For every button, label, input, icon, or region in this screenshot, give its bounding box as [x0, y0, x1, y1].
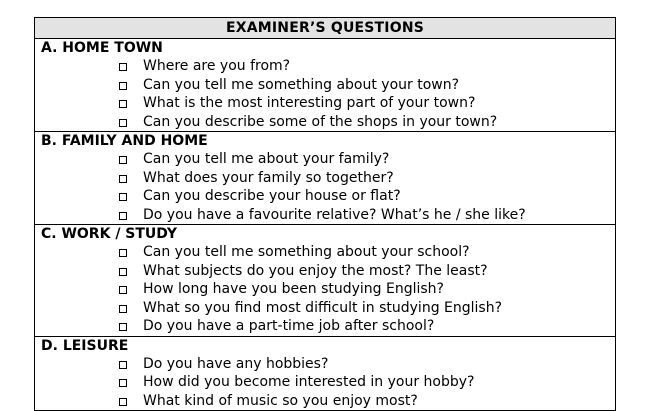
checkbox-bullet-icon — [119, 82, 127, 90]
question-text: How long have you been studying English? — [143, 280, 444, 299]
checkbox-bullet-icon — [119, 268, 127, 276]
checkbox-bullet-icon — [119, 379, 127, 387]
checkbox-bullet-icon — [119, 156, 127, 164]
question-item — [35, 280, 615, 299]
checkbox-bullet-icon — [119, 63, 127, 71]
question-text: Can you tell me about your family? — [143, 150, 389, 169]
question-text: What subjects do you enjoy the most? The least? — [143, 262, 488, 281]
checkbox-bullet-icon — [119, 286, 127, 294]
checkbox-bullet-icon — [119, 100, 127, 108]
question-item — [35, 113, 615, 132]
examiner-questions-table — [34, 17, 616, 411]
question-item — [35, 299, 615, 318]
question-item — [35, 317, 615, 336]
question-item — [35, 57, 615, 76]
question-item — [35, 392, 615, 411]
section-heading: D. LEISURE — [35, 337, 615, 355]
question-text: Do you have any hobbies? — [143, 355, 328, 374]
checkbox-bullet-icon — [119, 119, 127, 127]
question-text: How did you become interested in your hobby? — [143, 373, 474, 392]
checkbox-bullet-icon — [119, 212, 127, 220]
question-text: Do you have a favourite relative? What’s he / she like? — [143, 206, 526, 225]
question-text: Can you describe some of the shops in your town? — [143, 113, 497, 132]
question-text: Can you describe your house or flat? — [143, 187, 401, 206]
question-item — [35, 76, 615, 95]
question-item — [35, 94, 615, 113]
question-item — [35, 373, 615, 392]
question-item — [35, 243, 615, 262]
checkbox-bullet-icon — [119, 249, 127, 257]
checkbox-bullet-icon — [119, 305, 127, 313]
question-text: What so you find most difficult in studying English? — [143, 299, 502, 318]
question-text: What is the most interesting part of your town? — [143, 94, 475, 113]
question-text: Can you tell me something about your town? — [143, 76, 459, 95]
section-home-town — [35, 39, 615, 132]
section-heading: A. HOME TOWN — [35, 39, 615, 57]
checkbox-bullet-icon — [119, 398, 127, 406]
section-heading: B. FAMILY AND HOME — [35, 132, 615, 150]
question-text: What does your family so together? — [143, 169, 394, 188]
question-item — [35, 262, 615, 281]
checkbox-bullet-icon — [119, 193, 127, 201]
checkbox-bullet-icon — [119, 361, 127, 369]
section-work-study — [35, 225, 615, 337]
question-item — [35, 206, 615, 225]
checkbox-bullet-icon — [119, 175, 127, 183]
section-heading: C. WORK / STUDY — [35, 225, 615, 243]
question-item — [35, 187, 615, 206]
question-item — [35, 169, 615, 188]
section-family-and-home — [35, 132, 615, 225]
checkbox-bullet-icon — [119, 323, 127, 331]
question-text: Do you have a part-time job after school? — [143, 317, 434, 336]
question-text: Can you tell me something about your school? — [143, 243, 470, 262]
question-item — [35, 150, 615, 169]
question-item — [35, 355, 615, 374]
question-text: What kind of music so you enjoy most? — [143, 392, 418, 411]
question-text: Where are you from? — [143, 57, 290, 76]
table-title: EXAMINER’S QUESTIONS — [35, 18, 615, 39]
